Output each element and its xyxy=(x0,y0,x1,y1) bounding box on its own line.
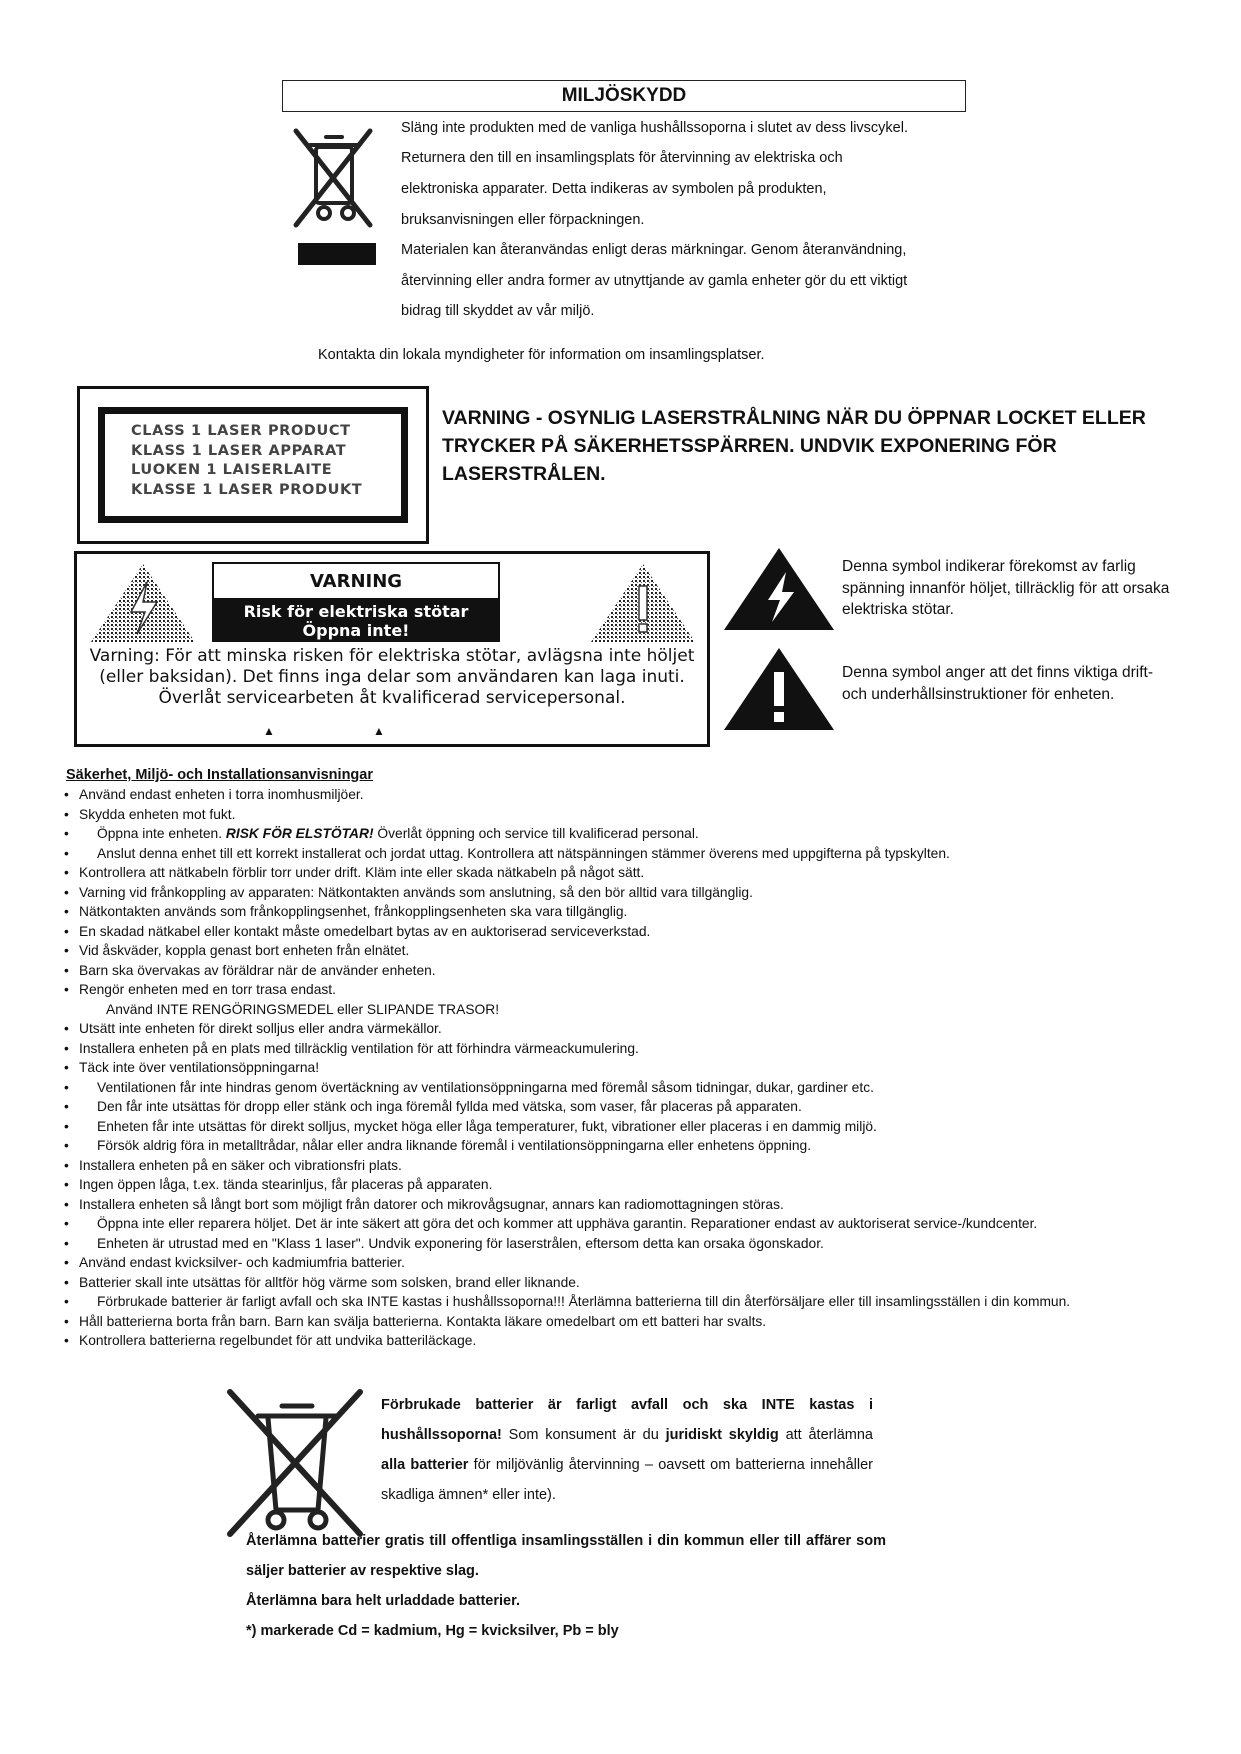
laser-warning-text: VARNING - OSYNLIG LASERSTRÅLNING NÄR DU ÖPPNAR LOCKET ELLER TRYCKER PÅ SÄKERHETSSPÄRREN. UNDVIK EXPONERING FÖR LASERSTRÅLEN. xyxy=(442,407,1146,485)
list-item: • Anslut denna enhet till ett korrekt installerat och jordat uttag. Kontrollera att nätspänningen stämmer överens med uppgifterna på typskylten. xyxy=(64,844,1186,864)
list-item: • Nätkontakten används som frånkopplingsenhet, frånkopplingsenheten ska vara tillgänglig. xyxy=(64,902,1186,922)
battery-text-c: för miljövänlig återvinning – oavsett om batterierna innehåller skadliga ämnen* eller inte). xyxy=(381,1457,873,1503)
label-mark: ▲ xyxy=(263,724,275,738)
list-item: • Kontrollera att nätkabeln förblir torr under drift. Kläm inte eller skada nätkabeln på något sätt. xyxy=(64,863,1186,883)
list-item: • Utsätt inte enheten för direkt solljus eller andra värmekällor. xyxy=(64,1019,1186,1039)
warning-box-dark xyxy=(214,598,498,640)
list-item: • Öppna inte eller reparera höljet. Det är inte säkert att göra det och kommer att upphäva garantin. Reparationer endast av auktoriserat service-/kundcenter. xyxy=(64,1214,1186,1234)
list-item: • Enheten får inte utsättas för direkt solljus, mycket höga eller låga temperaturer, fukt, vibrationer eller placeras i en dammig miljö. xyxy=(64,1117,1186,1137)
laser-label-line-1: CLASS 1 LASER PRODUCT xyxy=(131,423,351,439)
environment-line-4: bruksanvisningen eller förpackningen. xyxy=(401,212,645,228)
safety-heading: Säkerhet, Miljö- och Installationsanvisningar xyxy=(66,767,373,783)
list-item: • Installera enheten så långt bort som möjligt från datorer och mikrovågsugnar, annars kan radiomottagningen störas. xyxy=(64,1195,1186,1215)
warning-box-line-1: Risk för elektriska stötar xyxy=(243,602,469,621)
list-item: • Vid åskväder, koppla genast bort enheten från elnätet. xyxy=(64,941,1186,961)
label-mark: ▲ xyxy=(373,724,385,738)
list-item: • Försök aldrig föra in metalltrådar, nålar eller andra liknande föremål i ventilationsöppningarna eller enhetens öppning. xyxy=(64,1136,1186,1156)
list-item: Använd INTE RENGÖRINGSMEDEL eller SLIPANDE TRASOR! xyxy=(106,1001,500,1017)
battery-discharged-text: Återlämna bara helt urladdade batterier. xyxy=(246,1593,520,1609)
environment-line-2: Returnera den till en insamlingsplats för återvinning av elektriska och xyxy=(401,150,843,166)
list-item: • Täck inte över ventilationsöppningarna! xyxy=(64,1058,1186,1078)
exclamation-symbol-text: Denna symbol anger att det finns viktiga drift- och underhållsinstruktioner för enheten. xyxy=(842,664,1154,703)
laser-label-line-2: KLASS 1 LASER APPARAT xyxy=(131,442,347,459)
list-item: • Använd endast enheten i torra inomhusmiljöer. xyxy=(64,785,1186,805)
battery-legend-text: *) markerade Cd = kadmium, Hg = kvicksilver, Pb = bly xyxy=(246,1623,619,1639)
warning-box xyxy=(212,562,500,642)
list-item: • Kontrollera batterierna regelbundet för att undvika batteriläckage. xyxy=(64,1331,1186,1351)
list-item: • Enheten är utrustad med en "Klass 1 laser". Undvik exponering för laserstrålen, eftersom detta kan orsaka ögonskador. xyxy=(64,1234,1186,1254)
list-item: • Rengör enheten med en torr trasa endast. xyxy=(64,980,1186,1000)
list-item: • Installera enheten på en plats med tillräcklig ventilation för att förhindra värmeackumulering. xyxy=(64,1039,1186,1059)
environment-title: MILJÖSKYDD xyxy=(282,80,966,112)
battery-text-b: att återlämna xyxy=(778,1427,873,1443)
safety-list xyxy=(64,785,1186,1351)
environment-line-6: återvinning eller andra former av utnyttjande av gamla enheter gör du ett viktigt xyxy=(401,273,908,289)
risk-emphasis: RISK FÖR ELSTÖTAR! xyxy=(225,826,374,841)
shock-warning-label xyxy=(74,551,710,747)
battery-text-a: Som konsument är du xyxy=(501,1427,666,1443)
list-item: • Installera enheten på en säker och vibrationsfri plats. xyxy=(64,1156,1186,1176)
warning-box-title: VARNING xyxy=(309,571,403,592)
laser-label-line-4: KLASSE 1 LASER PRODUKT xyxy=(131,481,363,498)
list-item xyxy=(64,824,1186,844)
list-item-text: Överlåt öppning och service till kvalificerad personal. xyxy=(373,826,699,841)
battery-bold-2: juridiskt skyldig xyxy=(665,1427,779,1443)
warning-label-text: Varning: För att minska risken för elektriska stötar, avlägsna inte höljet (eller baksidan). Det finns inga delar som användaren kan laga inuti. Överlåt servicearbeten åt kvalificerad servicepersonal. xyxy=(89,646,695,708)
laser-label-line-3: LUOKEN 1 LAISERLAITE xyxy=(131,462,333,478)
left-warning-triangle-icon xyxy=(87,560,199,646)
laser-class-label xyxy=(77,386,429,544)
battery-bin-icon xyxy=(226,1388,364,1538)
environment-line-1: Släng inte produkten med de vanliga hushållssoporna i slutet av dess livscykel. xyxy=(401,120,908,136)
list-item: • Ingen öppen låga, t.ex. tända stearinljus, får placeras på apparaten. xyxy=(64,1175,1186,1195)
battery-bold-3: alla batterier xyxy=(381,1457,469,1473)
right-warning-triangle-icon xyxy=(587,560,699,646)
list-item: • Varning vid frånkoppling av apparaten: Nätkontakten används som anslutning, så den bör alltid vara tillgänglig. xyxy=(64,883,1186,903)
list-item: • Barn ska övervakas av föräldrar när de använder enheten. xyxy=(64,961,1186,981)
list-item-text: Öppna inte enheten. xyxy=(97,826,223,841)
lightning-symbol-text: Denna symbol indikerar förekomst av farlig spänning innanför höljet, tillräcklig för att orsaka elektriska stötar. xyxy=(842,558,1170,618)
list-item: • Använd endast kvicksilver- och kadmiumfria batterier. xyxy=(64,1253,1186,1273)
battery-paragraph xyxy=(381,1390,873,1510)
list-item: • Ventilationen får inte hindras genom övertäckning av ventilationsöppningarna med föremål såsom tidningar, dukar, gardiner etc. xyxy=(64,1078,1186,1098)
environment-contact: Kontakta din lokala myndigheter för information om insamlingsplatser. xyxy=(318,347,765,363)
list-item: • Förbrukade batterier är farligt avfall och ska INTE kastas i hushållssoporna!!! Återlämna batterierna till din återförsäljare eller till insamlingsställen i din kommun. xyxy=(64,1292,1186,1312)
battery-bold-1: Förbrukade batterier är farligt avfall och ska INTE kastas i hushållssoporna! xyxy=(381,1397,873,1443)
separate-collection-bar xyxy=(298,243,376,265)
warning-box-line-2: Öppna inte! xyxy=(302,621,410,640)
environment-line-3: elektroniska apparater. Detta indikeras av symbolen på produkten, xyxy=(401,181,827,197)
list-item: • Skydda enheten mot fukt. xyxy=(64,805,1186,825)
list-item: • Batterier skall inte utsättas för alltför hög värme som solsken, brand eller liknande. xyxy=(64,1273,1186,1293)
environment-line-5: Materialen kan återanvändas enligt deras märkningar. Genom återanvändning, xyxy=(401,242,907,258)
crossed-bin-icon xyxy=(290,125,376,231)
battery-return-text: Återlämna batterier gratis till offentliga insamlingsställen i din kommun eller till affärer som säljer batterier av respektive slag. xyxy=(246,1533,886,1579)
list-item: • Den får inte utsättas för dropp eller stänk och inga föremål fyllda med vätska, som vaser, får placeras på apparaten. xyxy=(64,1097,1186,1117)
list-item: • Håll batterierna borta från barn. Barn kan svälja batterierna. Kontakta läkare omedelbart om ett batteri har svalts. xyxy=(64,1312,1186,1332)
list-item: • En skadad nätkabel eller kontakt måste omedelbart bytas av en auktoriserad serviceverkstad. xyxy=(64,922,1186,942)
environment-line-7: bidrag till skyddet av vår miljö. xyxy=(401,303,595,319)
